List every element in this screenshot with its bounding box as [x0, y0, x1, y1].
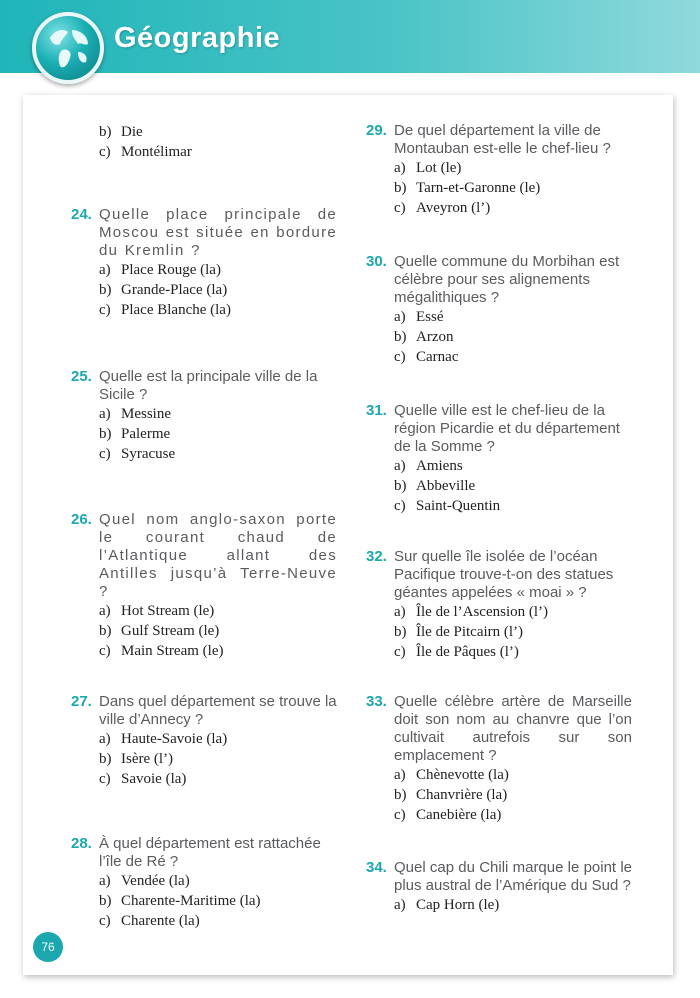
option: c) Île de Pâques (l’) [394, 644, 519, 660]
question-25 [71, 368, 337, 464]
question-23-continued [99, 122, 337, 162]
question-number: 28. [71, 835, 92, 852]
option: a) Cap Horn (le) [394, 897, 500, 913]
question-text: Quel cap du Chili marque le point le plus austral de l’Amérique du Sud ? [394, 859, 632, 894]
option: c) Aveyron (l’) [394, 200, 491, 216]
option: b) Gulf Stream (le) [99, 623, 220, 639]
page-title: Géographie [114, 22, 281, 54]
page-number: 76 [33, 932, 63, 962]
question-number: 26. [71, 511, 92, 528]
option: c) Syracuse [99, 446, 176, 462]
option: b) Isère (l’) [99, 751, 174, 767]
option: a) Haute-Savoie (la) [99, 731, 228, 747]
option: b) Abbeville [394, 478, 476, 494]
option: b) Grande-Place (la) [99, 282, 228, 298]
question-text: Sur quelle île isolée de l’océan Pacifique trouve-t-on des statues géantes appelées « moai » ? [394, 548, 614, 601]
option: a) Messine [99, 406, 171, 422]
question-text: Quelle place principale de Moscou est située en bordure du Kremlin ? [99, 206, 338, 259]
option: a) Lot (le) [394, 160, 462, 176]
question-28 [71, 835, 337, 931]
option: b) Chanvrière (la) [394, 787, 508, 803]
question-34 [366, 859, 632, 915]
chapter-header [0, 0, 700, 73]
option: c) Carnac [394, 349, 459, 365]
option: a) Hot Stream (le) [99, 603, 215, 619]
option: c) Saint-Quentin [394, 498, 501, 514]
option: c) Montélimar [99, 144, 192, 160]
question-text: Dans quel département se trouve la ville d’Annecy ? [99, 693, 337, 728]
option: a) Essé [394, 309, 444, 325]
question-33 [366, 693, 632, 825]
option: a) Amiens [394, 458, 463, 474]
question-text: De quel département la ville de Montauban est-elle le chef-lieu ? [394, 122, 611, 157]
option: c) Charente (la) [99, 913, 200, 929]
question-number: 27. [71, 693, 92, 710]
option: a) Chènevotte (la) [394, 767, 509, 783]
question-number: 34. [366, 859, 387, 876]
option: b) Tarn-et-Garonne (le) [394, 180, 541, 196]
question-number: 25. [71, 368, 92, 385]
question-31 [366, 402, 632, 516]
question-text: Quelle est la principale ville de la Sicile ? [99, 368, 318, 403]
question-24 [71, 206, 338, 320]
question-number: 24. [71, 206, 92, 223]
option: a) Vendée (la) [99, 873, 190, 889]
question-29 [366, 122, 632, 218]
option: a) Île de l’Ascension (l’) [394, 604, 549, 620]
option: b) Île de Pitcairn (l’) [394, 624, 524, 640]
question-text: Quelle célèbre artère de Marseille doit son nom au chanvre que l’on cultivait autrefois sur son emplacement ? [394, 693, 632, 764]
question-27 [71, 693, 337, 789]
option: b) Palerme [99, 426, 171, 442]
option: b) Charente-Maritime (la) [99, 893, 261, 909]
question-number: 29. [366, 122, 387, 139]
question-text: Quelle ville est le chef-lieu de la région Picardie et du département de la Somme ? [394, 402, 620, 455]
option: b) Arzon [394, 329, 454, 345]
question-number: 32. [366, 548, 387, 565]
option: c) Canebière (la) [394, 807, 502, 823]
option: c) Main Stream (le) [99, 643, 224, 659]
question-text: À quel département est rattachée l’île de Ré ? [99, 835, 321, 870]
question-text: Quelle commune du Morbihan est célèbre pour ses alignements mégalithiques ? [394, 253, 620, 306]
option: c) Place Blanche (la) [99, 302, 231, 318]
questions-card [23, 95, 673, 975]
question-32 [366, 548, 632, 662]
globe-icon [32, 12, 104, 84]
question-number: 31. [366, 402, 387, 419]
option: b) Die [99, 124, 143, 140]
option: c) Savoie (la) [99, 771, 187, 787]
question-number: 33. [366, 693, 387, 710]
question-30 [366, 253, 632, 367]
option: a) Place Rouge (la) [99, 262, 221, 278]
question-text: Quel nom anglo-saxon porte le courant chaud de l’Atlantique allant des Antilles jusqu’à Terre-Neuve ? [99, 511, 337, 600]
question-26 [71, 511, 337, 661]
question-number: 30. [366, 253, 387, 270]
